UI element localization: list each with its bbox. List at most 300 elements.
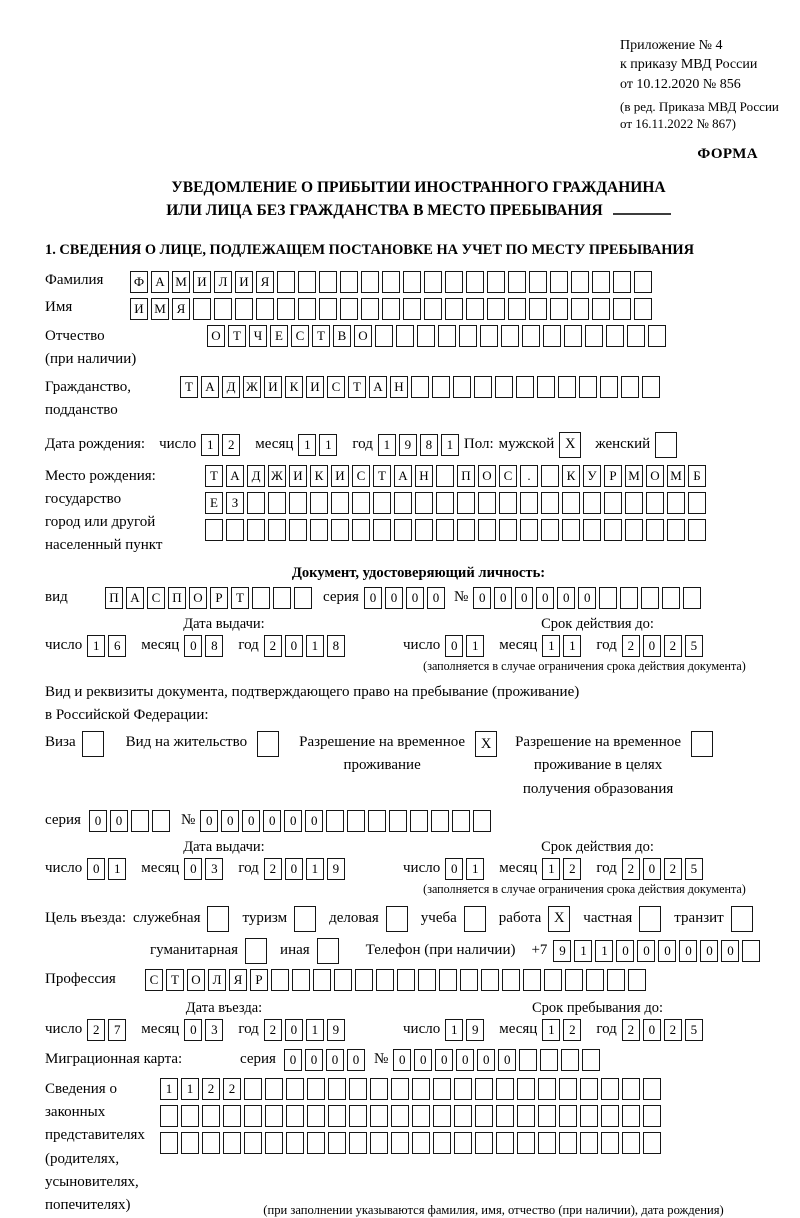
char-cell[interactable] bbox=[613, 271, 631, 293]
char-cell[interactable]: 0 bbox=[110, 810, 128, 832]
char-cell[interactable] bbox=[319, 298, 337, 320]
char-cell[interactable]: С bbox=[145, 969, 163, 991]
char-cell[interactable]: Б bbox=[688, 465, 706, 487]
char-cell[interactable]: С bbox=[147, 587, 165, 609]
char-cell[interactable] bbox=[688, 492, 706, 514]
char-cell[interactable]: 1 bbox=[87, 635, 105, 657]
char-cell[interactable] bbox=[622, 1132, 640, 1154]
char-cell[interactable] bbox=[529, 298, 547, 320]
char-cell[interactable]: А bbox=[226, 465, 244, 487]
char-cell[interactable]: О bbox=[207, 325, 225, 347]
char-cell[interactable]: 0 bbox=[498, 1049, 516, 1071]
char-cell[interactable] bbox=[496, 1132, 514, 1154]
representatives-line3-input[interactable] bbox=[160, 1132, 664, 1154]
char-cell[interactable]: 0 bbox=[364, 587, 382, 609]
char-cell[interactable] bbox=[496, 1105, 514, 1127]
char-cell[interactable]: 2 bbox=[563, 1019, 581, 1041]
char-cell[interactable] bbox=[391, 1078, 409, 1100]
char-cell[interactable]: К bbox=[285, 376, 303, 398]
char-cell[interactable]: 2 bbox=[664, 858, 682, 880]
char-cell[interactable] bbox=[601, 1105, 619, 1127]
stay-year-input[interactable] bbox=[622, 1019, 706, 1041]
char-cell[interactable] bbox=[495, 376, 513, 398]
char-cell[interactable] bbox=[412, 1105, 430, 1127]
char-cell[interactable]: 5 bbox=[685, 1019, 703, 1041]
char-cell[interactable] bbox=[641, 587, 659, 609]
char-cell[interactable] bbox=[517, 1078, 535, 1100]
char-cell[interactable] bbox=[460, 969, 478, 991]
char-cell[interactable] bbox=[613, 298, 631, 320]
char-cell[interactable] bbox=[625, 492, 643, 514]
char-cell[interactable] bbox=[417, 325, 435, 347]
char-cell[interactable] bbox=[683, 587, 701, 609]
char-cell[interactable] bbox=[375, 325, 393, 347]
char-cell[interactable]: 0 bbox=[221, 810, 239, 832]
char-cell[interactable]: П bbox=[168, 587, 186, 609]
char-cell[interactable] bbox=[475, 1078, 493, 1100]
char-cell[interactable]: 1 bbox=[563, 635, 581, 657]
char-cell[interactable]: 0 bbox=[305, 810, 323, 832]
phone-input[interactable] bbox=[553, 940, 763, 962]
char-cell[interactable] bbox=[403, 298, 421, 320]
char-cell[interactable] bbox=[431, 810, 449, 832]
char-cell[interactable]: 0 bbox=[406, 587, 424, 609]
char-cell[interactable]: 0 bbox=[184, 858, 202, 880]
char-cell[interactable] bbox=[564, 325, 582, 347]
purpose-tourism-checkbox[interactable] bbox=[294, 906, 316, 932]
char-cell[interactable] bbox=[193, 298, 211, 320]
char-cell[interactable]: М bbox=[625, 465, 643, 487]
char-cell[interactable] bbox=[622, 1105, 640, 1127]
char-cell[interactable] bbox=[559, 1078, 577, 1100]
char-cell[interactable] bbox=[373, 492, 391, 514]
char-cell[interactable] bbox=[411, 376, 429, 398]
char-cell[interactable]: Д bbox=[247, 465, 265, 487]
char-cell[interactable] bbox=[543, 325, 561, 347]
residence-permit-checkbox[interactable] bbox=[257, 731, 279, 757]
char-cell[interactable] bbox=[586, 969, 604, 991]
char-cell[interactable] bbox=[627, 325, 645, 347]
char-cell[interactable] bbox=[391, 1132, 409, 1154]
char-cell[interactable]: 0 bbox=[89, 810, 107, 832]
purpose-other-checkbox[interactable] bbox=[317, 938, 339, 964]
char-cell[interactable]: Т bbox=[205, 465, 223, 487]
residence-number-input[interactable] bbox=[200, 810, 494, 832]
migration-series-input[interactable] bbox=[284, 1049, 368, 1071]
char-cell[interactable]: О bbox=[189, 587, 207, 609]
char-cell[interactable] bbox=[457, 492, 475, 514]
char-cell[interactable] bbox=[501, 325, 519, 347]
char-cell[interactable] bbox=[415, 519, 433, 541]
char-cell[interactable] bbox=[433, 1078, 451, 1100]
char-cell[interactable] bbox=[475, 1105, 493, 1127]
char-cell[interactable]: Ч bbox=[249, 325, 267, 347]
char-cell[interactable]: Д bbox=[222, 376, 240, 398]
char-cell[interactable] bbox=[235, 298, 253, 320]
char-cell[interactable] bbox=[601, 1132, 619, 1154]
char-cell[interactable]: 1 bbox=[319, 434, 337, 456]
char-cell[interactable] bbox=[252, 587, 270, 609]
birth-place-line3-input[interactable] bbox=[205, 519, 709, 541]
char-cell[interactable]: 0 bbox=[285, 1019, 303, 1041]
char-cell[interactable] bbox=[389, 810, 407, 832]
char-cell[interactable] bbox=[520, 519, 538, 541]
char-cell[interactable]: О bbox=[646, 465, 664, 487]
char-cell[interactable]: 0 bbox=[184, 635, 202, 657]
char-cell[interactable] bbox=[466, 298, 484, 320]
char-cell[interactable] bbox=[432, 376, 450, 398]
char-cell[interactable]: И bbox=[130, 298, 148, 320]
char-cell[interactable] bbox=[454, 1078, 472, 1100]
char-cell[interactable] bbox=[131, 810, 149, 832]
char-cell[interactable]: Т bbox=[180, 376, 198, 398]
char-cell[interactable]: 1 bbox=[542, 635, 560, 657]
char-cell[interactable] bbox=[646, 492, 664, 514]
char-cell[interactable]: 2 bbox=[563, 858, 581, 880]
char-cell[interactable]: 0 bbox=[285, 635, 303, 657]
char-cell[interactable]: 0 bbox=[456, 1049, 474, 1071]
char-cell[interactable]: 8 bbox=[420, 434, 438, 456]
identity-doc-kind-input[interactable] bbox=[105, 587, 315, 609]
char-cell[interactable] bbox=[544, 969, 562, 991]
char-cell[interactable] bbox=[592, 298, 610, 320]
char-cell[interactable] bbox=[478, 492, 496, 514]
char-cell[interactable]: М bbox=[667, 465, 685, 487]
char-cell[interactable] bbox=[436, 519, 454, 541]
char-cell[interactable] bbox=[334, 969, 352, 991]
char-cell[interactable] bbox=[397, 969, 415, 991]
char-cell[interactable] bbox=[326, 810, 344, 832]
char-cell[interactable]: Р bbox=[604, 465, 622, 487]
char-cell[interactable] bbox=[517, 1132, 535, 1154]
char-cell[interactable] bbox=[562, 519, 580, 541]
purpose-study-checkbox[interactable] bbox=[464, 906, 486, 932]
char-cell[interactable] bbox=[473, 810, 491, 832]
char-cell[interactable] bbox=[268, 519, 286, 541]
char-cell[interactable] bbox=[520, 492, 538, 514]
char-cell[interactable] bbox=[349, 1132, 367, 1154]
char-cell[interactable]: 0 bbox=[284, 810, 302, 832]
visa-checkbox[interactable] bbox=[82, 731, 104, 757]
char-cell[interactable]: Н bbox=[390, 376, 408, 398]
char-cell[interactable]: 1 bbox=[595, 940, 613, 962]
char-cell[interactable] bbox=[508, 298, 526, 320]
char-cell[interactable]: 0 bbox=[494, 587, 512, 609]
residence-issue-day-input[interactable] bbox=[87, 858, 129, 880]
char-cell[interactable] bbox=[247, 519, 265, 541]
char-cell[interactable] bbox=[648, 325, 666, 347]
char-cell[interactable]: А bbox=[126, 587, 144, 609]
char-cell[interactable] bbox=[391, 1105, 409, 1127]
char-cell[interactable] bbox=[310, 519, 328, 541]
char-cell[interactable] bbox=[313, 969, 331, 991]
char-cell[interactable]: 2 bbox=[264, 1019, 282, 1041]
char-cell[interactable] bbox=[310, 492, 328, 514]
char-cell[interactable]: Н bbox=[415, 465, 433, 487]
char-cell[interactable] bbox=[621, 376, 639, 398]
char-cell[interactable] bbox=[606, 325, 624, 347]
char-cell[interactable] bbox=[562, 492, 580, 514]
char-cell[interactable]: 0 bbox=[643, 635, 661, 657]
char-cell[interactable] bbox=[559, 1132, 577, 1154]
char-cell[interactable] bbox=[580, 1078, 598, 1100]
char-cell[interactable]: О bbox=[354, 325, 372, 347]
char-cell[interactable] bbox=[361, 271, 379, 293]
given-name-input[interactable] bbox=[130, 298, 655, 320]
char-cell[interactable]: 0 bbox=[305, 1049, 323, 1071]
char-cell[interactable]: 1 bbox=[542, 1019, 560, 1041]
char-cell[interactable]: 0 bbox=[578, 587, 596, 609]
char-cell[interactable]: Р bbox=[250, 969, 268, 991]
purpose-business-checkbox[interactable] bbox=[386, 906, 408, 932]
char-cell[interactable]: 0 bbox=[414, 1049, 432, 1071]
char-cell[interactable] bbox=[319, 271, 337, 293]
char-cell[interactable]: 0 bbox=[427, 587, 445, 609]
char-cell[interactable]: 2 bbox=[622, 1019, 640, 1041]
char-cell[interactable] bbox=[289, 519, 307, 541]
char-cell[interactable] bbox=[643, 1105, 661, 1127]
char-cell[interactable]: 0 bbox=[200, 810, 218, 832]
char-cell[interactable] bbox=[307, 1132, 325, 1154]
char-cell[interactable]: 2 bbox=[87, 1019, 105, 1041]
char-cell[interactable]: 1 bbox=[181, 1078, 199, 1100]
char-cell[interactable] bbox=[268, 492, 286, 514]
char-cell[interactable]: 2 bbox=[664, 1019, 682, 1041]
char-cell[interactable] bbox=[340, 271, 358, 293]
char-cell[interactable]: Т bbox=[373, 465, 391, 487]
char-cell[interactable]: 0 bbox=[184, 1019, 202, 1041]
char-cell[interactable]: 0 bbox=[643, 1019, 661, 1041]
char-cell[interactable]: И bbox=[264, 376, 282, 398]
char-cell[interactable] bbox=[592, 271, 610, 293]
char-cell[interactable] bbox=[628, 969, 646, 991]
char-cell[interactable]: Е bbox=[270, 325, 288, 347]
char-cell[interactable] bbox=[582, 1049, 600, 1071]
char-cell[interactable] bbox=[643, 1132, 661, 1154]
char-cell[interactable] bbox=[517, 1105, 535, 1127]
char-cell[interactable] bbox=[466, 271, 484, 293]
char-cell[interactable] bbox=[244, 1105, 262, 1127]
residence-issue-year-input[interactable] bbox=[264, 858, 348, 880]
char-cell[interactable] bbox=[376, 969, 394, 991]
char-cell[interactable] bbox=[519, 1049, 537, 1071]
purpose-work-checkbox[interactable]: X bbox=[548, 906, 570, 932]
temp-residence-education-checkbox[interactable] bbox=[691, 731, 713, 757]
citizenship-input[interactable] bbox=[180, 376, 663, 398]
char-cell[interactable] bbox=[412, 1078, 430, 1100]
char-cell[interactable] bbox=[424, 271, 442, 293]
char-cell[interactable] bbox=[445, 298, 463, 320]
char-cell[interactable] bbox=[223, 1105, 241, 1127]
char-cell[interactable]: 3 bbox=[205, 858, 223, 880]
char-cell[interactable] bbox=[487, 271, 505, 293]
char-cell[interactable]: 0 bbox=[385, 587, 403, 609]
char-cell[interactable]: 0 bbox=[637, 940, 655, 962]
char-cell[interactable]: А bbox=[394, 465, 412, 487]
representatives-line2-input[interactable] bbox=[160, 1105, 664, 1127]
char-cell[interactable]: Л bbox=[208, 969, 226, 991]
char-cell[interactable]: 8 bbox=[205, 635, 223, 657]
char-cell[interactable] bbox=[202, 1105, 220, 1127]
char-cell[interactable] bbox=[688, 519, 706, 541]
char-cell[interactable]: 2 bbox=[264, 635, 282, 657]
char-cell[interactable] bbox=[328, 1078, 346, 1100]
char-cell[interactable]: 0 bbox=[658, 940, 676, 962]
char-cell[interactable]: Я bbox=[229, 969, 247, 991]
char-cell[interactable] bbox=[382, 271, 400, 293]
char-cell[interactable] bbox=[475, 1132, 493, 1154]
birth-day-input[interactable] bbox=[201, 434, 243, 456]
residence-valid-month-input[interactable] bbox=[542, 858, 584, 880]
char-cell[interactable] bbox=[667, 519, 685, 541]
char-cell[interactable]: 0 bbox=[679, 940, 697, 962]
char-cell[interactable]: С bbox=[327, 376, 345, 398]
char-cell[interactable] bbox=[214, 298, 232, 320]
char-cell[interactable]: 0 bbox=[473, 587, 491, 609]
char-cell[interactable]: 2 bbox=[264, 858, 282, 880]
char-cell[interactable] bbox=[181, 1105, 199, 1127]
representatives-line1-input[interactable] bbox=[160, 1078, 664, 1100]
profession-input[interactable] bbox=[145, 969, 649, 991]
char-cell[interactable]: 1 bbox=[306, 858, 324, 880]
char-cell[interactable] bbox=[538, 1078, 556, 1100]
char-cell[interactable] bbox=[516, 376, 534, 398]
char-cell[interactable] bbox=[361, 298, 379, 320]
char-cell[interactable] bbox=[454, 1132, 472, 1154]
char-cell[interactable] bbox=[277, 271, 295, 293]
char-cell[interactable]: З bbox=[226, 492, 244, 514]
char-cell[interactable] bbox=[373, 519, 391, 541]
char-cell[interactable]: О bbox=[478, 465, 496, 487]
char-cell[interactable] bbox=[424, 298, 442, 320]
char-cell[interactable] bbox=[667, 492, 685, 514]
char-cell[interactable] bbox=[307, 1078, 325, 1100]
char-cell[interactable] bbox=[620, 587, 638, 609]
char-cell[interactable] bbox=[436, 465, 454, 487]
char-cell[interactable]: 0 bbox=[700, 940, 718, 962]
char-cell[interactable]: 0 bbox=[445, 635, 463, 657]
char-cell[interactable] bbox=[571, 271, 589, 293]
char-cell[interactable]: 2 bbox=[202, 1078, 220, 1100]
char-cell[interactable]: М bbox=[172, 271, 190, 293]
char-cell[interactable]: И bbox=[193, 271, 211, 293]
purpose-humanitarian-checkbox[interactable] bbox=[245, 938, 267, 964]
char-cell[interactable] bbox=[622, 1078, 640, 1100]
char-cell[interactable] bbox=[294, 587, 312, 609]
char-cell[interactable] bbox=[541, 492, 559, 514]
char-cell[interactable]: Ф bbox=[130, 271, 148, 293]
char-cell[interactable] bbox=[160, 1132, 178, 1154]
char-cell[interactable]: 0 bbox=[643, 858, 661, 880]
char-cell[interactable] bbox=[352, 519, 370, 541]
sex-female-checkbox[interactable] bbox=[655, 432, 677, 458]
char-cell[interactable] bbox=[412, 1132, 430, 1154]
char-cell[interactable]: 1 bbox=[108, 858, 126, 880]
char-cell[interactable] bbox=[433, 1105, 451, 1127]
char-cell[interactable] bbox=[340, 298, 358, 320]
char-cell[interactable]: 0 bbox=[515, 587, 533, 609]
identity-issue-month-input[interactable] bbox=[184, 635, 226, 657]
char-cell[interactable]: 5 bbox=[685, 635, 703, 657]
char-cell[interactable]: 0 bbox=[536, 587, 554, 609]
char-cell[interactable] bbox=[585, 325, 603, 347]
purpose-transit-checkbox[interactable] bbox=[731, 906, 753, 932]
char-cell[interactable] bbox=[487, 298, 505, 320]
char-cell[interactable] bbox=[410, 810, 428, 832]
char-cell[interactable] bbox=[223, 1132, 241, 1154]
char-cell[interactable] bbox=[550, 271, 568, 293]
migration-number-input[interactable] bbox=[393, 1049, 603, 1071]
entry-year-input[interactable] bbox=[264, 1019, 348, 1041]
char-cell[interactable]: 7 bbox=[108, 1019, 126, 1041]
char-cell[interactable]: А bbox=[369, 376, 387, 398]
char-cell[interactable] bbox=[550, 298, 568, 320]
char-cell[interactable] bbox=[181, 1132, 199, 1154]
char-cell[interactable]: У bbox=[583, 465, 601, 487]
char-cell[interactable] bbox=[499, 519, 517, 541]
residence-issue-month-input[interactable] bbox=[184, 858, 226, 880]
char-cell[interactable]: Т bbox=[348, 376, 366, 398]
char-cell[interactable] bbox=[415, 492, 433, 514]
char-cell[interactable]: 1 bbox=[298, 434, 316, 456]
char-cell[interactable]: 1 bbox=[160, 1078, 178, 1100]
char-cell[interactable] bbox=[583, 519, 601, 541]
char-cell[interactable] bbox=[307, 1105, 325, 1127]
entry-month-input[interactable] bbox=[184, 1019, 226, 1041]
char-cell[interactable] bbox=[538, 1132, 556, 1154]
char-cell[interactable] bbox=[273, 587, 291, 609]
char-cell[interactable] bbox=[244, 1132, 262, 1154]
char-cell[interactable] bbox=[604, 492, 622, 514]
char-cell[interactable] bbox=[607, 969, 625, 991]
char-cell[interactable]: М bbox=[151, 298, 169, 320]
char-cell[interactable] bbox=[583, 492, 601, 514]
char-cell[interactable]: И bbox=[289, 465, 307, 487]
char-cell[interactable]: 6 bbox=[108, 635, 126, 657]
char-cell[interactable] bbox=[452, 810, 470, 832]
char-cell[interactable] bbox=[599, 587, 617, 609]
identity-doc-number-input[interactable] bbox=[473, 587, 704, 609]
identity-issue-year-input[interactable] bbox=[264, 635, 348, 657]
char-cell[interactable] bbox=[286, 1105, 304, 1127]
char-cell[interactable] bbox=[646, 519, 664, 541]
char-cell[interactable] bbox=[349, 1078, 367, 1100]
char-cell[interactable] bbox=[438, 325, 456, 347]
char-cell[interactable] bbox=[265, 1132, 283, 1154]
char-cell[interactable]: 0 bbox=[445, 858, 463, 880]
char-cell[interactable] bbox=[459, 325, 477, 347]
char-cell[interactable] bbox=[508, 271, 526, 293]
char-cell[interactable] bbox=[529, 271, 547, 293]
char-cell[interactable] bbox=[604, 519, 622, 541]
char-cell[interactable] bbox=[541, 519, 559, 541]
char-cell[interactable]: 0 bbox=[477, 1049, 495, 1071]
char-cell[interactable]: Р bbox=[210, 587, 228, 609]
char-cell[interactable] bbox=[286, 1078, 304, 1100]
identity-valid-month-input[interactable] bbox=[542, 635, 584, 657]
birth-month-input[interactable] bbox=[298, 434, 340, 456]
char-cell[interactable]: 0 bbox=[326, 1049, 344, 1071]
char-cell[interactable] bbox=[205, 519, 223, 541]
char-cell[interactable]: 0 bbox=[242, 810, 260, 832]
char-cell[interactable]: И bbox=[235, 271, 253, 293]
char-cell[interactable] bbox=[643, 1078, 661, 1100]
char-cell[interactable] bbox=[349, 1105, 367, 1127]
char-cell[interactable]: 9 bbox=[327, 1019, 345, 1041]
char-cell[interactable]: Я bbox=[172, 298, 190, 320]
char-cell[interactable] bbox=[579, 376, 597, 398]
char-cell[interactable] bbox=[445, 271, 463, 293]
